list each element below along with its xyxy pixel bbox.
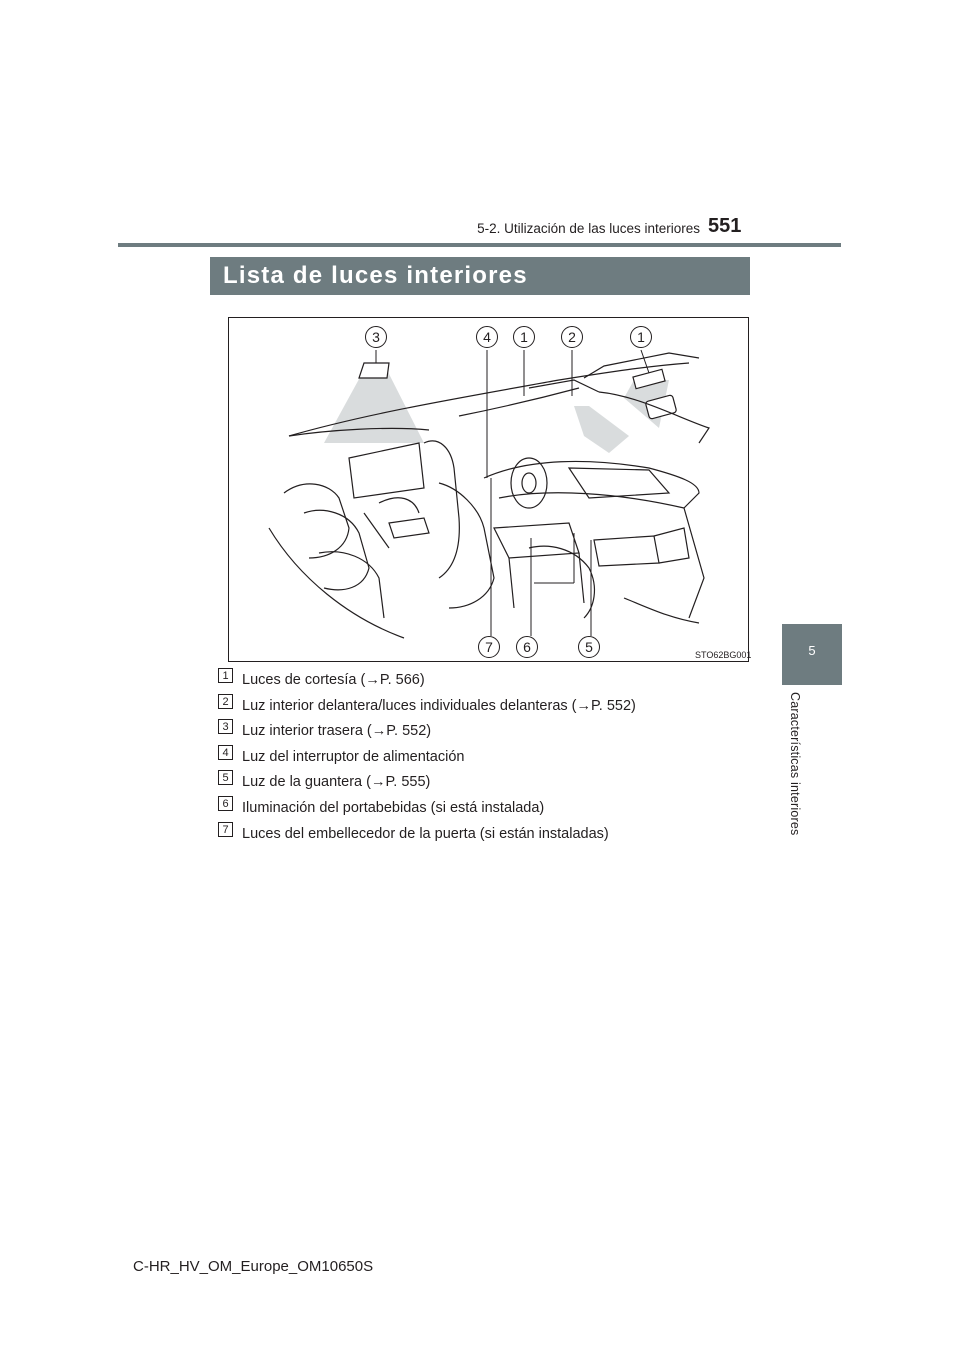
callout-1-a: 1 — [513, 326, 535, 348]
chapter-title: Características interiores — [788, 692, 802, 836]
rear-lamp — [359, 363, 389, 378]
rear-light-beam — [324, 370, 424, 443]
chapter-number: 5 — [808, 643, 816, 658]
front-light-beam — [574, 406, 629, 453]
list-item-text: Luces de cortesía (→P. 566) — [242, 672, 425, 688]
header-section-title: 5-2. Utilización de las luces interiores — [477, 221, 700, 236]
figure-code: STO62BG001 — [695, 650, 752, 660]
callout-2: 2 — [561, 326, 583, 348]
list-item-text: Luz de la guantera (→P. 555) — [242, 774, 431, 790]
list-number-badge: 4 — [218, 745, 233, 760]
list-item-text: Luces del embellecedor de la puerta (si están instaladas) — [242, 826, 609, 842]
interior-lights-illustration — [228, 317, 752, 662]
list-number-badge: 5 — [218, 770, 233, 785]
callout-6: 6 — [516, 636, 538, 658]
callout-1-b: 1 — [630, 326, 652, 348]
page-number: 551 — [708, 215, 742, 237]
footer-doc-id: C-HR_HV_OM_Europe_OM10650S — [133, 1258, 374, 1275]
list-number-badge: 3 — [218, 719, 233, 734]
car-interior-drawing — [229, 318, 750, 663]
header-rule — [118, 243, 841, 247]
list-number-badge: 2 — [218, 694, 233, 709]
list-item-text: Luz del interruptor de alimentación — [242, 749, 465, 765]
list-item-text: Luz interior trasera (→P. 552) — [242, 723, 432, 739]
section-title: Lista de luces interiores — [223, 262, 528, 289]
callout-4: 4 — [476, 326, 498, 348]
callout-7: 7 — [478, 636, 500, 658]
list-number-badge: 7 — [218, 822, 233, 837]
list-number-badge: 6 — [218, 796, 233, 811]
callout-5: 5 — [578, 636, 600, 658]
list-number-badge: 1 — [218, 668, 233, 683]
list-item-text: Iluminación del portabebidas (si está instalada) — [242, 800, 545, 816]
list-item-text: Luz interior delantera/luces individuales delanteras (→P. 552) — [242, 698, 636, 714]
callout-3: 3 — [365, 326, 387, 348]
